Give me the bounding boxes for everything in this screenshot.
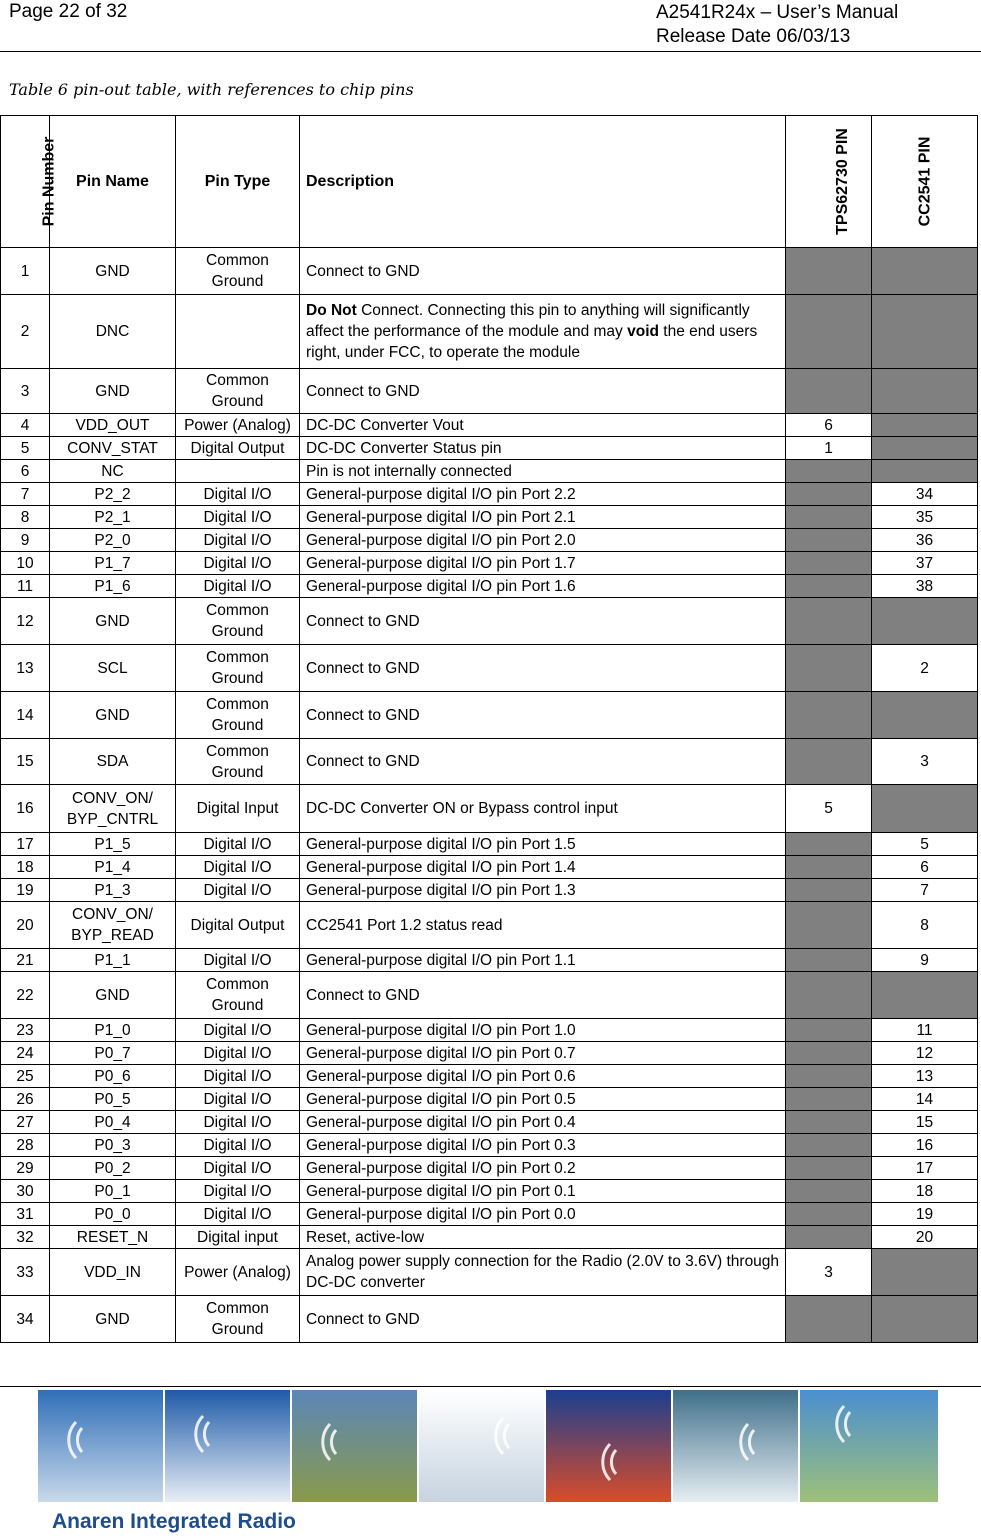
- cell-pin-name: P1_7: [50, 552, 176, 575]
- cell-pin-name: P0_0: [50, 1203, 176, 1226]
- cell-pin-type: Common Ground: [176, 739, 300, 785]
- table-row: [1, 949, 978, 972]
- cell-pin-name: VDD_OUT: [50, 414, 176, 437]
- col-pin-name: Pin Name: [50, 116, 176, 248]
- cell-pin-type: Digital I/O: [176, 529, 300, 552]
- cell-cc2541-pin: 14: [872, 1088, 978, 1111]
- cell-tps62730-pin: [786, 529, 872, 552]
- cell-pin-number: 27: [1, 1111, 50, 1134]
- cell-description: Analog power supply connection for the Radio (2.0V to 3.6V) through DC-DC converter: [300, 1249, 786, 1296]
- table-row: [1, 414, 978, 437]
- cell-pin-type: Digital Output: [176, 437, 300, 460]
- cell-cc2541-pin: 6: [872, 856, 978, 879]
- cell-description: General-purpose digital I/O pin Port 1.6: [300, 575, 786, 598]
- cell-pin-number: 12: [1, 598, 50, 645]
- cell-description: General-purpose digital I/O pin Port 2.2: [300, 483, 786, 506]
- cell-pin-name: GND: [50, 1296, 176, 1343]
- cell-pin-name: P2_1: [50, 506, 176, 529]
- table-row: [1, 1226, 978, 1249]
- cell-pin-type: Common Ground: [176, 972, 300, 1019]
- cell-pin-type: Digital I/O: [176, 1065, 300, 1088]
- cell-pin-number: 17: [1, 833, 50, 856]
- cell-description: DC-DC Converter Status pin: [300, 437, 786, 460]
- cell-pin-type: Power (Analog): [176, 414, 300, 437]
- table-row: [1, 1180, 978, 1203]
- table-caption: Table 6 pin-out table, with references to chip pins: [9, 80, 414, 99]
- cell-description: General-purpose digital I/O pin Port 2.1: [300, 506, 786, 529]
- cell-cc2541-pin: [872, 295, 978, 369]
- cell-cc2541-pin: 18: [872, 1180, 978, 1203]
- cell-cc2541-pin: 11: [872, 1019, 978, 1042]
- cell-description: Connect to GND: [300, 739, 786, 785]
- table-row: [1, 248, 978, 295]
- cell-description: General-purpose digital I/O pin Port 1.4: [300, 856, 786, 879]
- cell-pin-number: 5: [1, 437, 50, 460]
- cell-pin-number: 10: [1, 552, 50, 575]
- cell-pin-name: SCL: [50, 645, 176, 692]
- cell-tps62730-pin: [786, 1203, 872, 1226]
- cell-pin-number: 29: [1, 1157, 50, 1180]
- cell-cc2541-pin: [872, 692, 978, 739]
- cell-tps62730-pin: 5: [786, 785, 872, 833]
- table-row: [1, 598, 978, 645]
- cell-cc2541-pin: [872, 785, 978, 833]
- cell-pin-number: 32: [1, 1226, 50, 1249]
- cell-pin-name: GND: [50, 248, 176, 295]
- cell-pin-type: Common Ground: [176, 645, 300, 692]
- cell-description: General-purpose digital I/O pin Port 1.3: [300, 879, 786, 902]
- release-date: Release Date 06/03/13: [656, 26, 851, 47]
- cell-pin-number: 19: [1, 879, 50, 902]
- cell-pin-name: P0_1: [50, 1180, 176, 1203]
- cell-pin-type: Common Ground: [176, 598, 300, 645]
- cell-pin-number: 9: [1, 529, 50, 552]
- cell-description: General-purpose digital I/O pin Port 2.0: [300, 529, 786, 552]
- cell-tps62730-pin: [786, 739, 872, 785]
- cell-tps62730-pin: [786, 1065, 872, 1088]
- cell-pin-name: SDA: [50, 739, 176, 785]
- cell-pin-name: P2_0: [50, 529, 176, 552]
- table-row: [1, 369, 978, 414]
- cell-pin-type: Digital I/O: [176, 949, 300, 972]
- cell-pin-type: Digital Input: [176, 785, 300, 833]
- photo-cyclist: [292, 1390, 417, 1502]
- table-row: [1, 1203, 978, 1226]
- cell-tps62730-pin: [786, 1296, 872, 1343]
- cell-pin-name: P2_2: [50, 483, 176, 506]
- table-row: [1, 529, 978, 552]
- banner-photos: [38, 1390, 938, 1502]
- brand-name: Anaren Integrated Radio: [52, 1510, 296, 1533]
- cell-tps62730-pin: [786, 692, 872, 739]
- photo-kayak: [673, 1390, 798, 1502]
- cell-pin-number: 2: [1, 295, 50, 369]
- cell-description: General-purpose digital I/O pin Port 1.1: [300, 949, 786, 972]
- table-row: [1, 879, 978, 902]
- table-row: [1, 1157, 978, 1180]
- cell-pin-type: [176, 295, 300, 369]
- cell-pin-name: P0_3: [50, 1134, 176, 1157]
- cell-tps62730-pin: [786, 552, 872, 575]
- cell-pin-name: DNC: [50, 295, 176, 369]
- cell-pin-number: 28: [1, 1134, 50, 1157]
- cell-tps62730-pin: [786, 369, 872, 414]
- cell-tps62730-pin: [786, 1111, 872, 1134]
- cell-cc2541-pin: [872, 598, 978, 645]
- table-row: [1, 833, 978, 856]
- table-row: [1, 1111, 978, 1134]
- cell-cc2541-pin: 2: [872, 645, 978, 692]
- cell-pin-name: P1_5: [50, 833, 176, 856]
- cell-pin-type: Common Ground: [176, 369, 300, 414]
- cell-description: General-purpose digital I/O pin Port 0.3: [300, 1134, 786, 1157]
- cell-pin-type: Digital I/O: [176, 506, 300, 529]
- cell-pin-type: Digital I/O: [176, 1019, 300, 1042]
- cell-description: Connect to GND: [300, 1296, 786, 1343]
- cell-pin-name: CONV_ON/ BYP_READ: [50, 902, 176, 949]
- cell-tps62730-pin: [786, 1134, 872, 1157]
- cell-pin-name: P0_5: [50, 1088, 176, 1111]
- cell-pin-name: VDD_IN: [50, 1249, 176, 1296]
- col-description: Description: [300, 116, 786, 248]
- cell-tps62730-pin: [786, 1019, 872, 1042]
- cell-pin-number: 24: [1, 1042, 50, 1065]
- cell-pin-number: 31: [1, 1203, 50, 1226]
- doc-title: A2541R24x – User’s Manual: [656, 2, 899, 23]
- cell-pin-number: 14: [1, 692, 50, 739]
- cell-description: Connect to GND: [300, 692, 786, 739]
- cell-pin-type: Digital I/O: [176, 483, 300, 506]
- col-pin-number: Pin Number: [1, 116, 50, 248]
- cell-pin-type: Digital I/O: [176, 1042, 300, 1065]
- cell-cc2541-pin: 38: [872, 575, 978, 598]
- table-row: [1, 785, 978, 833]
- table-row: [1, 739, 978, 785]
- cell-cc2541-pin: 35: [872, 506, 978, 529]
- table-row: [1, 692, 978, 739]
- cell-pin-type: Digital I/O: [176, 879, 300, 902]
- table-row: [1, 856, 978, 879]
- cell-pin-number: 20: [1, 902, 50, 949]
- cell-cc2541-pin: 5: [872, 833, 978, 856]
- cell-pin-type: Common Ground: [176, 692, 300, 739]
- cell-description: DC-DC Converter ON or Bypass control input: [300, 785, 786, 833]
- cell-description: Connect to GND: [300, 369, 786, 414]
- cell-tps62730-pin: [786, 460, 872, 483]
- page-number: Page 22 of 32: [9, 1, 128, 22]
- cell-description: DC-DC Converter Vout: [300, 414, 786, 437]
- bold-void: void: [627, 323, 659, 340]
- footer-banner: [38, 1390, 938, 1502]
- cell-tps62730-pin: [786, 879, 872, 902]
- cell-pin-number: 3: [1, 369, 50, 414]
- cell-cc2541-pin: 9: [872, 949, 978, 972]
- cell-pin-number: 30: [1, 1180, 50, 1203]
- table-row: [1, 1134, 978, 1157]
- cell-pin-name: RESET_N: [50, 1226, 176, 1249]
- cell-description: General-purpose digital I/O pin Port 0.6: [300, 1065, 786, 1088]
- cell-pin-name: P1_4: [50, 856, 176, 879]
- cell-pin-name: GND: [50, 369, 176, 414]
- cell-cc2541-pin: [872, 1296, 978, 1343]
- cell-pin-number: 8: [1, 506, 50, 529]
- cell-cc2541-pin: 12: [872, 1042, 978, 1065]
- cell-tps62730-pin: [786, 856, 872, 879]
- cell-cc2541-pin: [872, 248, 978, 295]
- cell-pin-name: P0_7: [50, 1042, 176, 1065]
- table-row: [1, 645, 978, 692]
- cell-tps62730-pin: [786, 295, 872, 369]
- cell-pin-type: Digital I/O: [176, 833, 300, 856]
- cell-tps62730-pin: 6: [786, 414, 872, 437]
- cell-pin-type: Digital I/O: [176, 856, 300, 879]
- cell-description: General-purpose digital I/O pin Port 0.2: [300, 1157, 786, 1180]
- cell-pin-number: 7: [1, 483, 50, 506]
- cell-pin-number: 23: [1, 1019, 50, 1042]
- cell-pin-number: 13: [1, 645, 50, 692]
- cell-tps62730-pin: [786, 1088, 872, 1111]
- cell-pin-number: 21: [1, 949, 50, 972]
- cell-pin-name: GND: [50, 598, 176, 645]
- photo-skier: [38, 1390, 163, 1502]
- cell-cc2541-pin: 15: [872, 1111, 978, 1134]
- table-row: [1, 1065, 978, 1088]
- cell-cc2541-pin: 7: [872, 879, 978, 902]
- cell-cc2541-pin: 17: [872, 1157, 978, 1180]
- table-row: [1, 902, 978, 949]
- table-row: [1, 295, 978, 369]
- cell-pin-type: Digital I/O: [176, 1180, 300, 1203]
- cell-tps62730-pin: [786, 1180, 872, 1203]
- cell-description: General-purpose digital I/O pin Port 0.1: [300, 1180, 786, 1203]
- cell-pin-type: Digital I/O: [176, 1157, 300, 1180]
- cell-cc2541-pin: 16: [872, 1134, 978, 1157]
- cell-pin-name: CONV_ON/ BYP_CNTRL: [50, 785, 176, 833]
- cell-pin-type: Common Ground: [176, 1296, 300, 1343]
- cell-cc2541-pin: [872, 414, 978, 437]
- cell-description: CC2541 Port 1.2 status read: [300, 902, 786, 949]
- table-row: [1, 575, 978, 598]
- table-row: [1, 483, 978, 506]
- cell-cc2541-pin: 3: [872, 739, 978, 785]
- cell-description: Connect to GND: [300, 248, 786, 295]
- cell-pin-type: Digital I/O: [176, 1203, 300, 1226]
- cell-description: Reset, active-low: [300, 1226, 786, 1249]
- col-tps62730-pin: TPS62730 PIN: [786, 116, 872, 248]
- cell-pin-number: 33: [1, 1249, 50, 1296]
- cell-tps62730-pin: 3: [786, 1249, 872, 1296]
- cell-pin-type: Digital I/O: [176, 1111, 300, 1134]
- footer-rule: [0, 1386, 981, 1387]
- cell-description: Connect to GND: [300, 598, 786, 645]
- cell-cc2541-pin: [872, 437, 978, 460]
- cell-pin-type: [176, 460, 300, 483]
- bold-do-not: Do Not: [306, 302, 357, 319]
- cell-cc2541-pin: 34: [872, 483, 978, 506]
- cell-tps62730-pin: [786, 506, 872, 529]
- table-row: [1, 972, 978, 1019]
- cell-cc2541-pin: 8: [872, 902, 978, 949]
- cell-cc2541-pin: 20: [872, 1226, 978, 1249]
- pinout-table: [0, 115, 978, 1343]
- col-pin-type: Pin Type: [176, 116, 300, 248]
- table-header-row: [1, 116, 978, 248]
- cell-tps62730-pin: [786, 598, 872, 645]
- cell-pin-type: Digital I/O: [176, 1088, 300, 1111]
- cell-cc2541-pin: 36: [872, 529, 978, 552]
- photo-ski-jump: [419, 1390, 544, 1502]
- cell-pin-number: 18: [1, 856, 50, 879]
- cell-tps62730-pin: [786, 1042, 872, 1065]
- cell-pin-name: P0_2: [50, 1157, 176, 1180]
- cell-pin-type: Digital input: [176, 1226, 300, 1249]
- doc-info: [656, 1, 898, 49]
- cell-tps62730-pin: [786, 248, 872, 295]
- table-row: [1, 460, 978, 483]
- cell-pin-type: Digital Output: [176, 902, 300, 949]
- table-row: [1, 506, 978, 529]
- photo-snowboarder: [165, 1390, 290, 1502]
- cell-pin-name: P1_1: [50, 949, 176, 972]
- table-row: [1, 1249, 978, 1296]
- cell-tps62730-pin: [786, 902, 872, 949]
- cell-tps62730-pin: [786, 483, 872, 506]
- cell-pin-type: Digital I/O: [176, 1134, 300, 1157]
- page-header: [0, 0, 981, 52]
- cell-cc2541-pin: [872, 460, 978, 483]
- cell-pin-number: 22: [1, 972, 50, 1019]
- cell-tps62730-pin: [786, 1226, 872, 1249]
- cell-pin-name: NC: [50, 460, 176, 483]
- table-row: [1, 1042, 978, 1065]
- cell-pin-name: P1_0: [50, 1019, 176, 1042]
- cell-tps62730-pin: [786, 645, 872, 692]
- cell-pin-type: Common Ground: [176, 248, 300, 295]
- cell-description: General-purpose digital I/O pin Port 1.7: [300, 552, 786, 575]
- cell-pin-name: CONV_STAT: [50, 437, 176, 460]
- table-row: [1, 437, 978, 460]
- cell-description: General-purpose digital I/O pin Port 1.0: [300, 1019, 786, 1042]
- cell-cc2541-pin: 19: [872, 1203, 978, 1226]
- cell-pin-number: 11: [1, 575, 50, 598]
- cell-description: General-purpose digital I/O pin Port 0.4: [300, 1111, 786, 1134]
- cell-description: General-purpose digital I/O pin Port 0.5: [300, 1088, 786, 1111]
- cell-description: Pin is not internally connected: [300, 460, 786, 483]
- cell-pin-number: 6: [1, 460, 50, 483]
- table-body: [1, 248, 978, 1343]
- table-row: [1, 552, 978, 575]
- cell-description: General-purpose digital I/O pin Port 0.0: [300, 1203, 786, 1226]
- header-rule: [0, 51, 981, 52]
- photo-jumper: [800, 1390, 938, 1502]
- cell-description: Connect to GND: [300, 645, 786, 692]
- cell-pin-number: 4: [1, 414, 50, 437]
- cell-description: General-purpose digital I/O pin Port 1.5: [300, 833, 786, 856]
- cell-pin-number: 15: [1, 739, 50, 785]
- table-row: [1, 1019, 978, 1042]
- table-row: [1, 1296, 978, 1343]
- cell-description: Do Not Connect. Connecting this pin to anything will significantly affect the performance of the module and may void the end users right, under FCC, to operate the module: [300, 295, 786, 369]
- col-cc2541-pin: CC2541 PIN: [872, 116, 978, 248]
- cell-pin-name: P1_6: [50, 575, 176, 598]
- cell-cc2541-pin: 13: [872, 1065, 978, 1088]
- cell-pin-type: Power (Analog): [176, 1249, 300, 1296]
- cell-tps62730-pin: [786, 1157, 872, 1180]
- cell-description: Connect to GND: [300, 972, 786, 1019]
- cell-cc2541-pin: [872, 369, 978, 414]
- cell-cc2541-pin: [872, 1249, 978, 1296]
- cell-pin-number: 26: [1, 1088, 50, 1111]
- cell-pin-type: Digital I/O: [176, 552, 300, 575]
- cell-pin-name: GND: [50, 972, 176, 1019]
- cell-cc2541-pin: [872, 972, 978, 1019]
- cell-tps62730-pin: [786, 972, 872, 1019]
- cell-pin-name: P0_4: [50, 1111, 176, 1134]
- cell-description: General-purpose digital I/O pin Port 0.7: [300, 1042, 786, 1065]
- table-row: [1, 1088, 978, 1111]
- cell-pin-name: P0_6: [50, 1065, 176, 1088]
- cell-tps62730-pin: [786, 575, 872, 598]
- cell-pin-number: 25: [1, 1065, 50, 1088]
- cell-tps62730-pin: 1: [786, 437, 872, 460]
- cell-pin-type: Digital I/O: [176, 575, 300, 598]
- cell-tps62730-pin: [786, 949, 872, 972]
- cell-pin-name: GND: [50, 692, 176, 739]
- cell-pin-number: 1: [1, 248, 50, 295]
- cell-pin-number: 16: [1, 785, 50, 833]
- cell-pin-name: P1_3: [50, 879, 176, 902]
- cell-cc2541-pin: 37: [872, 552, 978, 575]
- cell-pin-number: 34: [1, 1296, 50, 1343]
- cell-tps62730-pin: [786, 833, 872, 856]
